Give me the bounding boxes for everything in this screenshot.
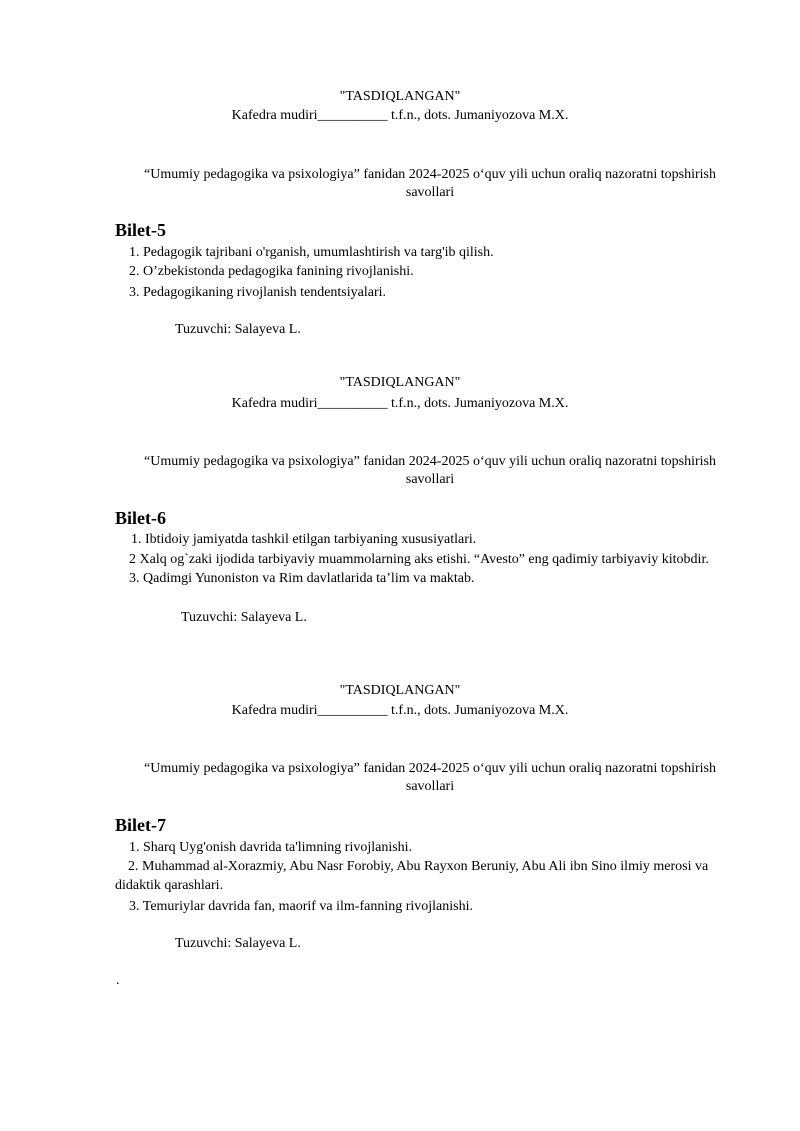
department-head-line: Kafedra mudiri__________ t.f.n., dots. Jumaniyozova M.X.	[231, 703, 569, 718]
ticket-title: Bilet-6	[115, 508, 166, 528]
approval-label: "TASDIQLANGAN"	[339, 683, 461, 698]
question-2: 2 Xalq og`zaki ijodida tarbiyaviy muammolarning aks etishi. “Avesto” eng qadimiy tarbiyaviy kitobdir.	[129, 552, 709, 567]
question-1: 1. Pedagogik tajribani o'rganish, umumlashtirish va targ'ib qilish.	[129, 245, 494, 260]
approval-label: "TASDIQLANGAN"	[339, 375, 461, 390]
question-1: 1. Sharq Uyg'onish davrida ta'limning rivojlanishi.	[129, 840, 413, 855]
ticket-title: Bilet-7	[115, 815, 166, 835]
subject-title: “Umumiy pedagogika va psixologiya” fanidan 2024-2025 oʻquv yili uchun oraliq nazoratni topshirish savollari	[144, 761, 716, 794]
question-2: 2. Muhammad al-Xorazmiy, Abu Nasr Forobiy, Abu Rayxon Beruniy, Abu Ali ibn Sino ilmiy merosi va didaktik qarashlari.	[115, 859, 709, 893]
question-1: 1. Ibtidoiy jamiyatda tashkil etilgan tarbiyaning xususiyatlari.	[131, 532, 477, 547]
ticket-title: Bilet-5	[115, 220, 166, 240]
author-line: Tuzuvchi: Salayeva L.	[175, 322, 301, 337]
department-head-line: Kafedra mudiri__________ t.f.n., dots. Jumaniyozova M.X.	[231, 396, 569, 411]
author-line: Tuzuvchi: Salayeva L.	[175, 936, 301, 951]
subject-title: “Umumiy pedagogika va psixologiya” fanidan 2024-2025 oʻquv yili uchun oraliq nazoratni topshirish savollari	[144, 454, 716, 487]
trailing-mark: .	[116, 973, 120, 988]
department-head-line: Kafedra mudiri__________ t.f.n., dots. Jumaniyozova M.X.	[231, 108, 569, 123]
subject-title: “Umumiy pedagogika va psixologiya” fanidan 2024-2025 oʻquv yili uchun oraliq nazoratni topshirish savollari	[144, 167, 716, 200]
question-3: 3. Temuriylar davrida fan, maorif va ilm-fanning rivojlanishi.	[129, 899, 473, 914]
question-3: 3. Qadimgi Yunoniston va Rim davlatlarida ta’lim va maktab.	[129, 571, 475, 586]
author-line: Tuzuvchi: Salayeva L.	[181, 610, 307, 625]
question-3: 3. Pedagogikaning rivojlanish tendentsiyalari.	[129, 285, 387, 300]
approval-label: "TASDIQLANGAN"	[339, 89, 461, 104]
question-2: 2. O’zbekistonda pedagogika fanining rivojlanishi.	[129, 264, 414, 279]
